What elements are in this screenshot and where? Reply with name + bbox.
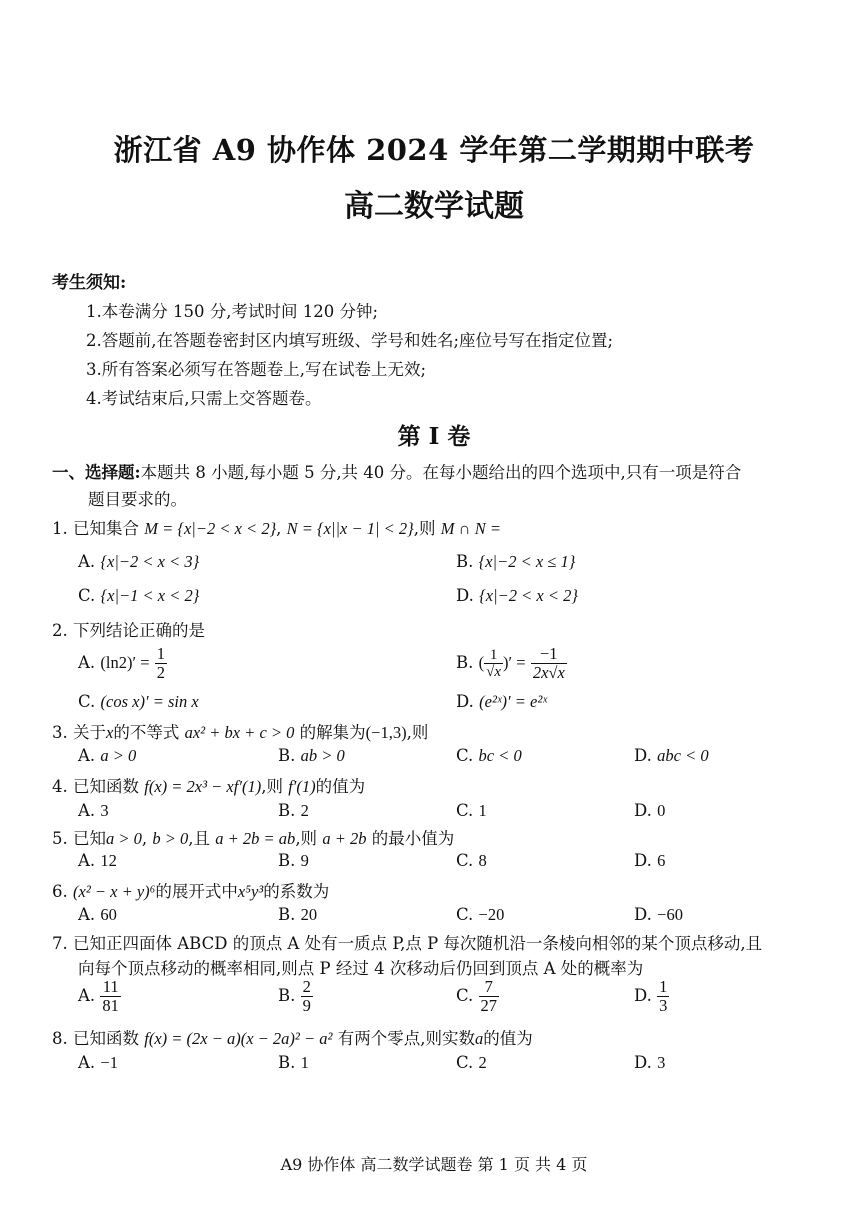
question-1-stem bbox=[52, 515, 501, 539]
q1-option-c: C. {x|−1 < x < 2} bbox=[78, 586, 200, 605]
q6-option-b: B. 20 bbox=[278, 905, 318, 924]
question-6-stem bbox=[52, 878, 329, 902]
stem-text: ,且 bbox=[188, 829, 211, 848]
stem-text: 有两个零点,则实数 bbox=[337, 1029, 475, 1048]
math-set-n: N = {x||x − 1| < 2} bbox=[286, 519, 414, 538]
question-5-stem bbox=[52, 825, 454, 849]
question-number: 6. bbox=[52, 882, 68, 901]
question-2-stem bbox=[52, 617, 205, 641]
q3-option-a: A. a > 0 bbox=[78, 746, 137, 765]
math-expression: a + 2b bbox=[322, 829, 367, 848]
q7-option-d: D. $\frac{1}{3}$ bbox=[634, 977, 668, 1016]
stem-text: , bbox=[276, 519, 282, 538]
question-number: 4. bbox=[52, 777, 68, 796]
stem-text: 已知集合 bbox=[73, 519, 139, 538]
stem-text: 的值为 bbox=[483, 1029, 533, 1048]
math-interval: (−1,3) bbox=[365, 723, 407, 742]
stem-text: 的不等式 bbox=[113, 723, 180, 742]
math-function: f(x) = (2x − a)(x − 2a)² − a² bbox=[144, 1029, 333, 1048]
math-set-m: M = {x|−2 < x < 2} bbox=[144, 519, 277, 538]
q2-option-b: B. ( $\frac{1}{√x}$ )′ = $\frac{-1}{2x√x}$ bbox=[456, 644, 565, 683]
question-7-stem bbox=[52, 930, 762, 954]
q6-option-c: C. −20 bbox=[456, 905, 505, 924]
notice-item: 2.答题前,在答题卷密封区内填写班级、学号和姓名;座位号写在指定位置; bbox=[86, 331, 614, 350]
exam-title: 浙江省 A9 协作体 2024 学年第二学期期中联考 bbox=[113, 133, 755, 167]
section-heading bbox=[52, 459, 822, 513]
math-condition: b > 0 bbox=[152, 829, 189, 848]
question-4-stem bbox=[52, 773, 365, 797]
math-expression: (x² − x + y)⁶ bbox=[73, 882, 156, 901]
stem-text: 已知函数 bbox=[73, 1029, 139, 1048]
q5-option-a: A. 12 bbox=[78, 851, 117, 870]
q3-option-b: B. ab > 0 bbox=[278, 746, 345, 765]
volume-title: 第 I 卷 bbox=[397, 423, 471, 450]
q3-option-d: D. abc < 0 bbox=[634, 746, 709, 765]
math-term: x⁵y³ bbox=[237, 882, 264, 901]
page-footer: A9 协作体 高二数学试题卷 第 1 页 共 4 页 bbox=[280, 1155, 588, 1174]
math-condition: a + 2b = ab bbox=[215, 829, 296, 848]
q5-option-c: C. 8 bbox=[456, 851, 487, 870]
math-expression: M ∩ N = bbox=[440, 519, 501, 538]
q2-option-a: A. (ln2)′ = $\frac{1}{2}$ bbox=[78, 644, 166, 683]
math-variable: a bbox=[474, 1029, 484, 1048]
q2-option-c: C. (cos x)′ = sin x bbox=[78, 692, 199, 711]
section-text-cont: 题目要求的。 bbox=[88, 490, 187, 509]
section-text: 本题共 8 小题,每小题 5 分,共 40 分。在每小题给出的四个选项中,只有一项是符合 bbox=[140, 463, 742, 482]
q4-option-d: D. 0 bbox=[634, 801, 666, 820]
q4-option-b: B. 2 bbox=[278, 801, 309, 820]
stem-text: ,则 bbox=[413, 519, 436, 538]
section-label: 一、选择题: bbox=[52, 463, 141, 482]
notice-item: 3.所有答案必须写在答题卷上,写在试卷上无效; bbox=[86, 360, 427, 379]
stem-text: 已知 bbox=[73, 829, 106, 848]
notice-label: 考生须知: bbox=[52, 273, 127, 293]
q7-option-b: B. $\frac{2}{9}$ bbox=[278, 977, 311, 1016]
q1-option-d: D. {x|−2 < x < 2} bbox=[456, 586, 578, 605]
question-number: 5. bbox=[52, 829, 68, 848]
stem-text: ,则 bbox=[406, 723, 429, 742]
q8-option-c: C. 2 bbox=[456, 1053, 487, 1072]
math-condition: a > 0 bbox=[106, 829, 142, 848]
stem-text: 的解集为 bbox=[299, 723, 366, 742]
q4-option-c: C. 1 bbox=[456, 801, 487, 820]
question-8-stem bbox=[52, 1025, 533, 1049]
question-3-stem bbox=[52, 719, 428, 743]
q6-option-a: A. 60 bbox=[78, 905, 117, 924]
q4-option-a: A. 3 bbox=[78, 801, 109, 820]
q2-option-d: D. (e²ˣ)′ = e²ˣ bbox=[456, 692, 547, 711]
notice-item: 1.本卷满分 150 分,考试时间 120 分钟; bbox=[86, 302, 379, 321]
stem-text: 关于 bbox=[73, 723, 106, 742]
math-variable: x bbox=[106, 723, 114, 742]
stem-text: 的最小值为 bbox=[371, 829, 455, 848]
stem-text: 已知正四面体 ABCD 的顶点 A 处有一质点 P,点 P 每次随机沿一条棱向相邻的某个顶点移动,且 bbox=[73, 934, 763, 953]
question-number: 2. bbox=[52, 621, 68, 640]
question-number: 8. bbox=[52, 1029, 68, 1048]
question-7-stem-cont: 向每个顶点移动的概率相同,则点 P 经过 4 次移动后仍回到顶点 A 处的概率为 bbox=[78, 959, 644, 978]
q6-option-d: D. −60 bbox=[634, 905, 683, 924]
q7-option-c: C. $\frac{7}{27}$ bbox=[456, 977, 498, 1016]
subject-title: 高二数学试题 bbox=[344, 189, 524, 224]
q5-option-d: D. 6 bbox=[634, 851, 666, 870]
stem-text: 的展开式中 bbox=[155, 882, 238, 901]
question-number: 1. bbox=[52, 519, 68, 538]
stem-text: 的值为 bbox=[315, 777, 366, 796]
notice-item: 4.考试结束后,只需上交答题卷。 bbox=[86, 389, 322, 408]
stem-text: ,则 bbox=[261, 777, 283, 796]
stem-text: ,则 bbox=[295, 829, 318, 848]
stem-text: 下列结论正确的是 bbox=[73, 621, 205, 640]
math-expression: f′(1) bbox=[288, 777, 316, 796]
q7-option-a: A. $\frac{11}{81}$ bbox=[78, 977, 119, 1016]
q1-option-a: A. {x|−2 < x < 3} bbox=[78, 552, 200, 571]
question-number: 3. bbox=[52, 723, 68, 742]
stem-text: 已知函数 bbox=[73, 777, 139, 796]
question-number: 7. bbox=[52, 934, 68, 953]
q5-option-b: B. 9 bbox=[278, 851, 309, 870]
q8-option-b: B. 1 bbox=[278, 1053, 309, 1072]
math-function: f(x) = 2x³ − xf′(1) bbox=[144, 777, 262, 796]
stem-text: 的系数为 bbox=[263, 882, 330, 901]
q3-option-c: C. bc < 0 bbox=[456, 746, 522, 765]
math-expression: ax² + bx + c > 0 bbox=[184, 723, 295, 742]
q1-option-b: B. {x|−2 < x ≤ 1} bbox=[456, 552, 576, 571]
q8-option-d: D. 3 bbox=[634, 1053, 666, 1072]
q8-option-a: A. −1 bbox=[78, 1053, 118, 1072]
stem-text: , bbox=[141, 829, 148, 848]
